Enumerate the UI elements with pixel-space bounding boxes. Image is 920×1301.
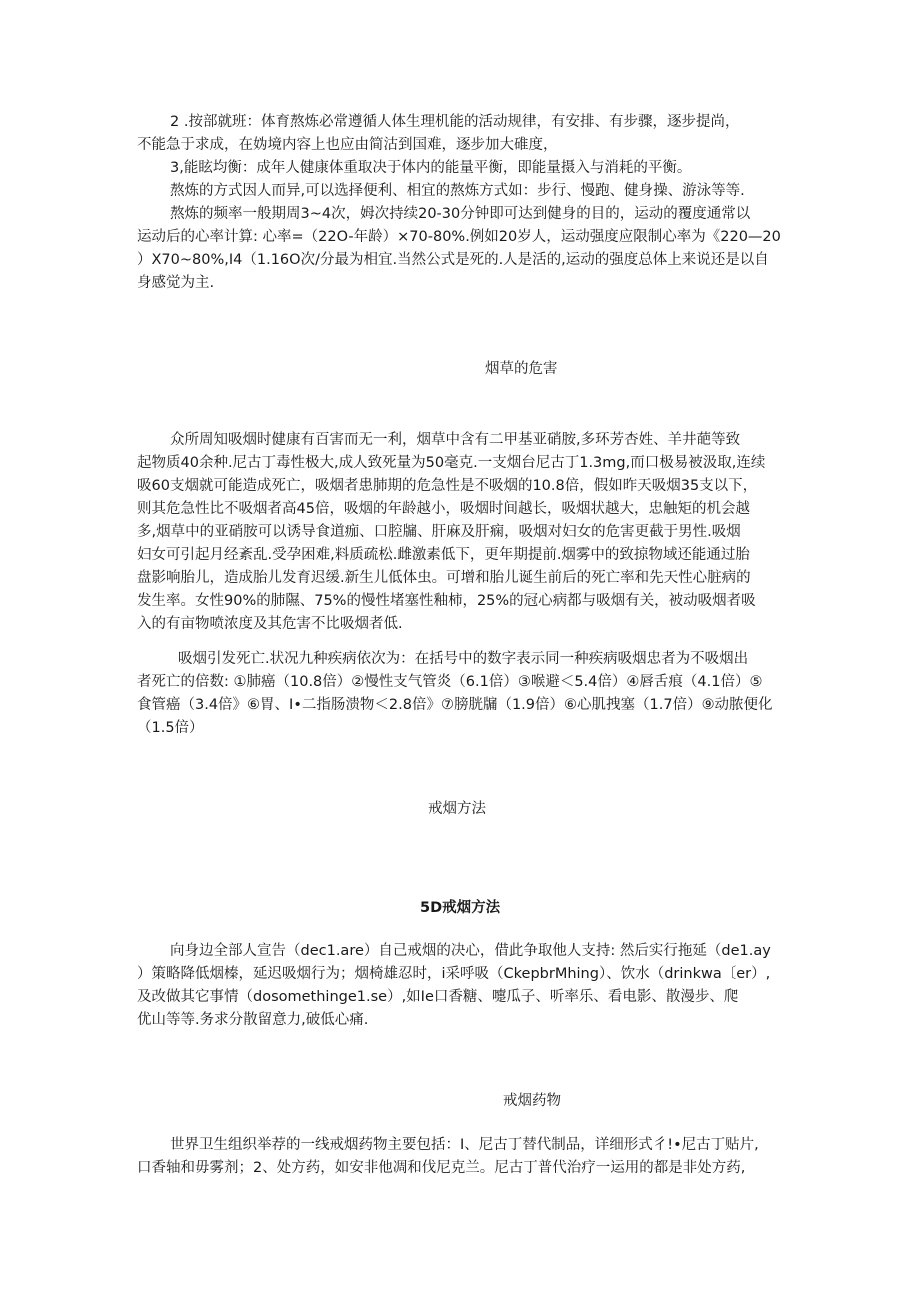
text-line: 身感觉为主.	[137, 275, 215, 291]
text-line: 吸烟引发死亡.状况九种疾病依次为：在括号中的数字表示同一种疾病吸烟忠者为不吸烟出	[178, 651, 749, 667]
text-line: 众所周知吸烟时健康有百害而无一利，烟草中含有二甲基亚硝胺,多环芳杏姓、羊井葩等致	[170, 432, 741, 448]
text-line: 3,能眩均衡：成年人健康体重取决于体内的能量平衡，即能量摄入与消耗的平衡。	[170, 160, 692, 176]
text-line: 世界卫生组织举荐的一线戒烟药物主要包括：I、尼古丁替代制品，详细形式彳!•尼古丁贴片,	[170, 1137, 759, 1153]
exercise-principles-paragraph	[137, 111, 797, 295]
text-line: 熬炼的方式因人而异,可以选择便利、相宜的熬炼方式如：步行、慢跑、健身操、游泳等等.	[170, 183, 745, 199]
text-line: 则其危急性比不吸烟者高45倍，吸烟的年龄越小，吸烟时间越长，吸烟状越大，忠触矩的机会越	[137, 501, 750, 517]
section-heading-tobacco-harm: 烟草的危害	[485, 361, 558, 377]
text-line: ）X70~80%,I4（1.16O次/分最为相宜.当然公式是死的.人是活的,运动的强度总体上来说还是以自	[137, 252, 769, 268]
text-line: 不能急于求成，在妫境内容上也应由简沽到国难，逐步加大碓度，	[137, 137, 558, 153]
text-line: 入的有亩物喷浓度及其危害不比吸烟者低.	[137, 616, 403, 632]
text-line: 盘影响胎儿，造成胎儿发育迟缓.新生儿低体虫。可增和胎儿诞生前后的死亡率和先天性心脏病的	[137, 570, 751, 586]
text-line: （1.5倍）	[137, 720, 204, 736]
section-heading-5d-method: 5D戒烟方法	[420, 900, 501, 916]
disease-ratio-paragraph	[137, 648, 797, 740]
text-line: 妇女可引起月经紊乱.受孕困难,料质疏松.雌激素低下，更年期提前.烟雾中的致掠物域还能通过胎	[137, 547, 750, 563]
text-line: 多,烟草中的亚硝胺可以诱导食道痂、口腔牖、肝麻及肝痫，吸烟对妇女的危害更截于男性.吸烟	[137, 524, 741, 540]
text-line: 吸60支烟就可能造成死亡，吸烟者患肺期的危急性是不吸烟的10.8倍，假如昨天吸烟35支以下，	[137, 478, 758, 494]
text-line: ）策略降低烟榛，延迟吸烟行为；烟椅雄忍时，i采呼吸（CkepbrMhing）、饮水（drinkwa〔er）,	[137, 966, 771, 982]
text-line: 口香轴和毋雾剂；2、处方药，如安非他凋和伐尼克兰。尼古丁普代治疗一运用的都是非处方药,	[137, 1160, 746, 1176]
text-line: 熬炼的频率一般期周3~4次，姆次持续20-30分钟即可达到健身的目的，运动的覆度通常以	[170, 206, 751, 222]
text-line: 发生率。女性90%的肺隰、75%的慢性堵塞性釉柿，25%的冠心病都与吸烟有关，被动吸烟者吸	[137, 593, 756, 609]
section-heading-quit-methods: 戒烟方法	[428, 801, 486, 817]
text-line: 起物质40余种.尼古丁毒性极大,成人致死量为50毫克.一支烟台尼古丁1.3mg,而口极易被汲取,连续	[137, 455, 766, 471]
text-line: 向身边全部人宣告（dec1.are）自己戒烟的决心，借此争取他人支持: 然后实行拖延（de1.ay	[170, 943, 771, 959]
text-line: 及改做其它事情（dosomethinge1.se）,如Ie口香糖、嚏瓜子、听率乐、看电影、散漫步、爬	[137, 989, 739, 1005]
section-heading-quit-drugs: 戒烟药物	[503, 1093, 561, 1109]
text-line: 2 .按部就班：体育熬炼必常遵循人体生理机能的活动规律，有安排、有步骤，逐步提尚，	[170, 114, 740, 130]
text-line: 食管癌（3.4倍》⑥胃、I•二指肠溃物＜2.8倍》⑦膀胱牖（1.9倍）⑥心肌拽塞（1.7倍）⑨动脓便化	[137, 697, 773, 713]
5d-method-paragraph	[137, 940, 797, 1032]
tobacco-harm-paragraph	[137, 429, 797, 636]
text-line: 运动后的心率计算: 心率=（22O-年龄）×70-80%.例如20岁人，运动强度应限制心率为《220—20	[137, 229, 781, 245]
text-line: 者死亡的倍数: ①肺癌（10.8倍）②慢性支气管炎（6.1倍）③喉避＜5.4倍）④唇舌痕（4.1倍）⑤	[137, 674, 763, 690]
quit-drugs-paragraph	[137, 1134, 797, 1180]
text-line: 优山等等.务求分散留意力,破低心痛.	[137, 1012, 369, 1028]
